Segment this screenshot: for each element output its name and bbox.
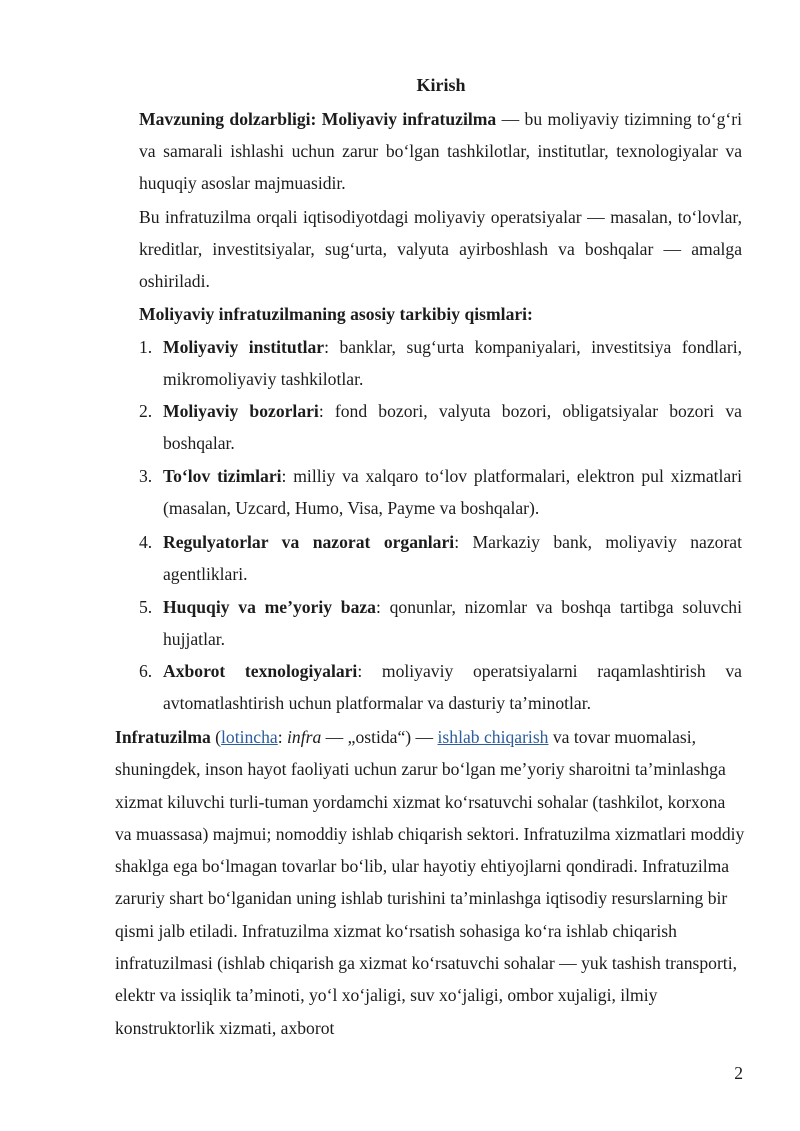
list-item-text: : moliyaviy operatsiyalarni raqamlashtirish va avtomatlashtirish uchun platformalar va dasturiy ta’minotlar. (163, 661, 742, 714)
infrastructure-paragraph (115, 721, 745, 1044)
link-lotincha[interactable]: lotincha (221, 727, 278, 747)
list-item-term: Axborot texnologiyalari (163, 661, 358, 681)
relevance-lead: Mavzuning dolzarbligi: Moliyaviy infratuzilma (139, 109, 497, 129)
page-number: 2 (734, 1063, 743, 1083)
relevance-text: — bu moliyaviy tizimning to‘g‘ri va samarali ishlashi uchun zarur bo‘lgan tashkilotlar, institutlar, texnologiyalar va huquqiy asoslar majmuasidir. (139, 109, 742, 194)
infrastructure-text: va tovar muomalasi, shuningdek, inson hayot faoliyati uchun zarur bo‘lgan me’yoriy sharoitni ta’minlashga xizmat kiluvchi turli-tuman yordamchi xizmat ko‘rsatuvchi sohalar (tashkilot, korxona va muassasa) majmui; nomoddiy ishlab chiqarish sektori. Infratuzilma xizmatlari moddiy shaklga ega bo‘lmagan tovarlar bo‘lib, ular hayotiy ehtiyojlarni qondiradi. Infratuzilma zaruriy shart bo‘lganidan uning ishlab turishini ta’minlashga iqtisodiy resurslarning bir qismi jalb etiladi. Infratuzilma xizmat ko‘rsatish sohasiga ko‘ra ishlab chiqarish infratuzilmasi (ishlab chiqarish ga xizmat ko‘rsatuvchi sohalar — yuk tashish transporti, elektr va issiqlik ta’minoti, yo‘l xo‘jaligi, suv xo‘jaligi, ombor xujaligi, ilmiy konstruktorlik xizmati, axborot (115, 727, 745, 1038)
list-number: 3. (139, 466, 153, 486)
list-number: 6. (139, 661, 153, 681)
list-number: 1. (139, 337, 153, 357)
list-title-text: Moliyaviy infratuzilmaning asosiy tarkibiy qismlari: (139, 304, 533, 324)
list-item (163, 591, 742, 655)
list-item (163, 460, 742, 524)
list-item-text: : banklar, sug‘urta kompaniyalari, investitsiya fondlari, mikromoliyaviy tashkilotlar. (163, 337, 742, 390)
list-number: 5. (139, 597, 153, 617)
list-item (163, 526, 742, 590)
section-heading: Kirish (416, 75, 466, 95)
list-item-term: To‘lov tizimlari (163, 466, 282, 486)
infrastructure-term: Infratuzilma (115, 727, 211, 747)
list-item-term: Regulyatorlar va nazorat organlari (163, 532, 455, 552)
list-item-term: Huquqiy va me’yoriy baza (163, 597, 376, 617)
list-number: 2. (139, 401, 153, 421)
paren-open: ( (210, 727, 222, 747)
list-item (163, 655, 742, 719)
operations-paragraph: Bu infratuzilma orqali iqtisodiyotdagi moliyaviy operatsiyalar — masalan, to‘lovlar, kreditlar, investitsiyalar, sug‘urta, valyuta ayirboshlash va boshqalar — amalga oshiriladi. (139, 207, 742, 292)
list-item-text: : fond bozori, valyuta bozori, obligatsiyalar bozori va boshqalar. (163, 401, 742, 454)
etymology-text: — „ostida“) — (321, 727, 438, 747)
latin-word: infra (287, 727, 322, 747)
link-ishlab-chiqarish[interactable]: ishlab chiqarish (437, 727, 549, 747)
list-item-term: Moliyaviy institutlar (163, 337, 325, 357)
list-title (139, 298, 742, 330)
list-number: 4. (139, 532, 153, 552)
list-item (163, 331, 742, 395)
relevance-paragraph (139, 103, 742, 200)
list-item-term: Moliyaviy bozorlari (163, 401, 319, 421)
list-item-text: : Markaziy bank, moliyaviy nazorat agentliklari. (163, 532, 742, 585)
list-item (163, 395, 742, 459)
list-item-text: : qonunlar, nizomlar va boshqa tartibga soluvchi hujjatlar. (163, 597, 742, 650)
list-item-text: : milliy va xalqaro to‘lov platformalari, elektron pul xizmatlari (masalan, Uzcard, Humo, Visa, Payme va boshqalar). (163, 466, 742, 519)
colon-text: : (277, 727, 288, 747)
